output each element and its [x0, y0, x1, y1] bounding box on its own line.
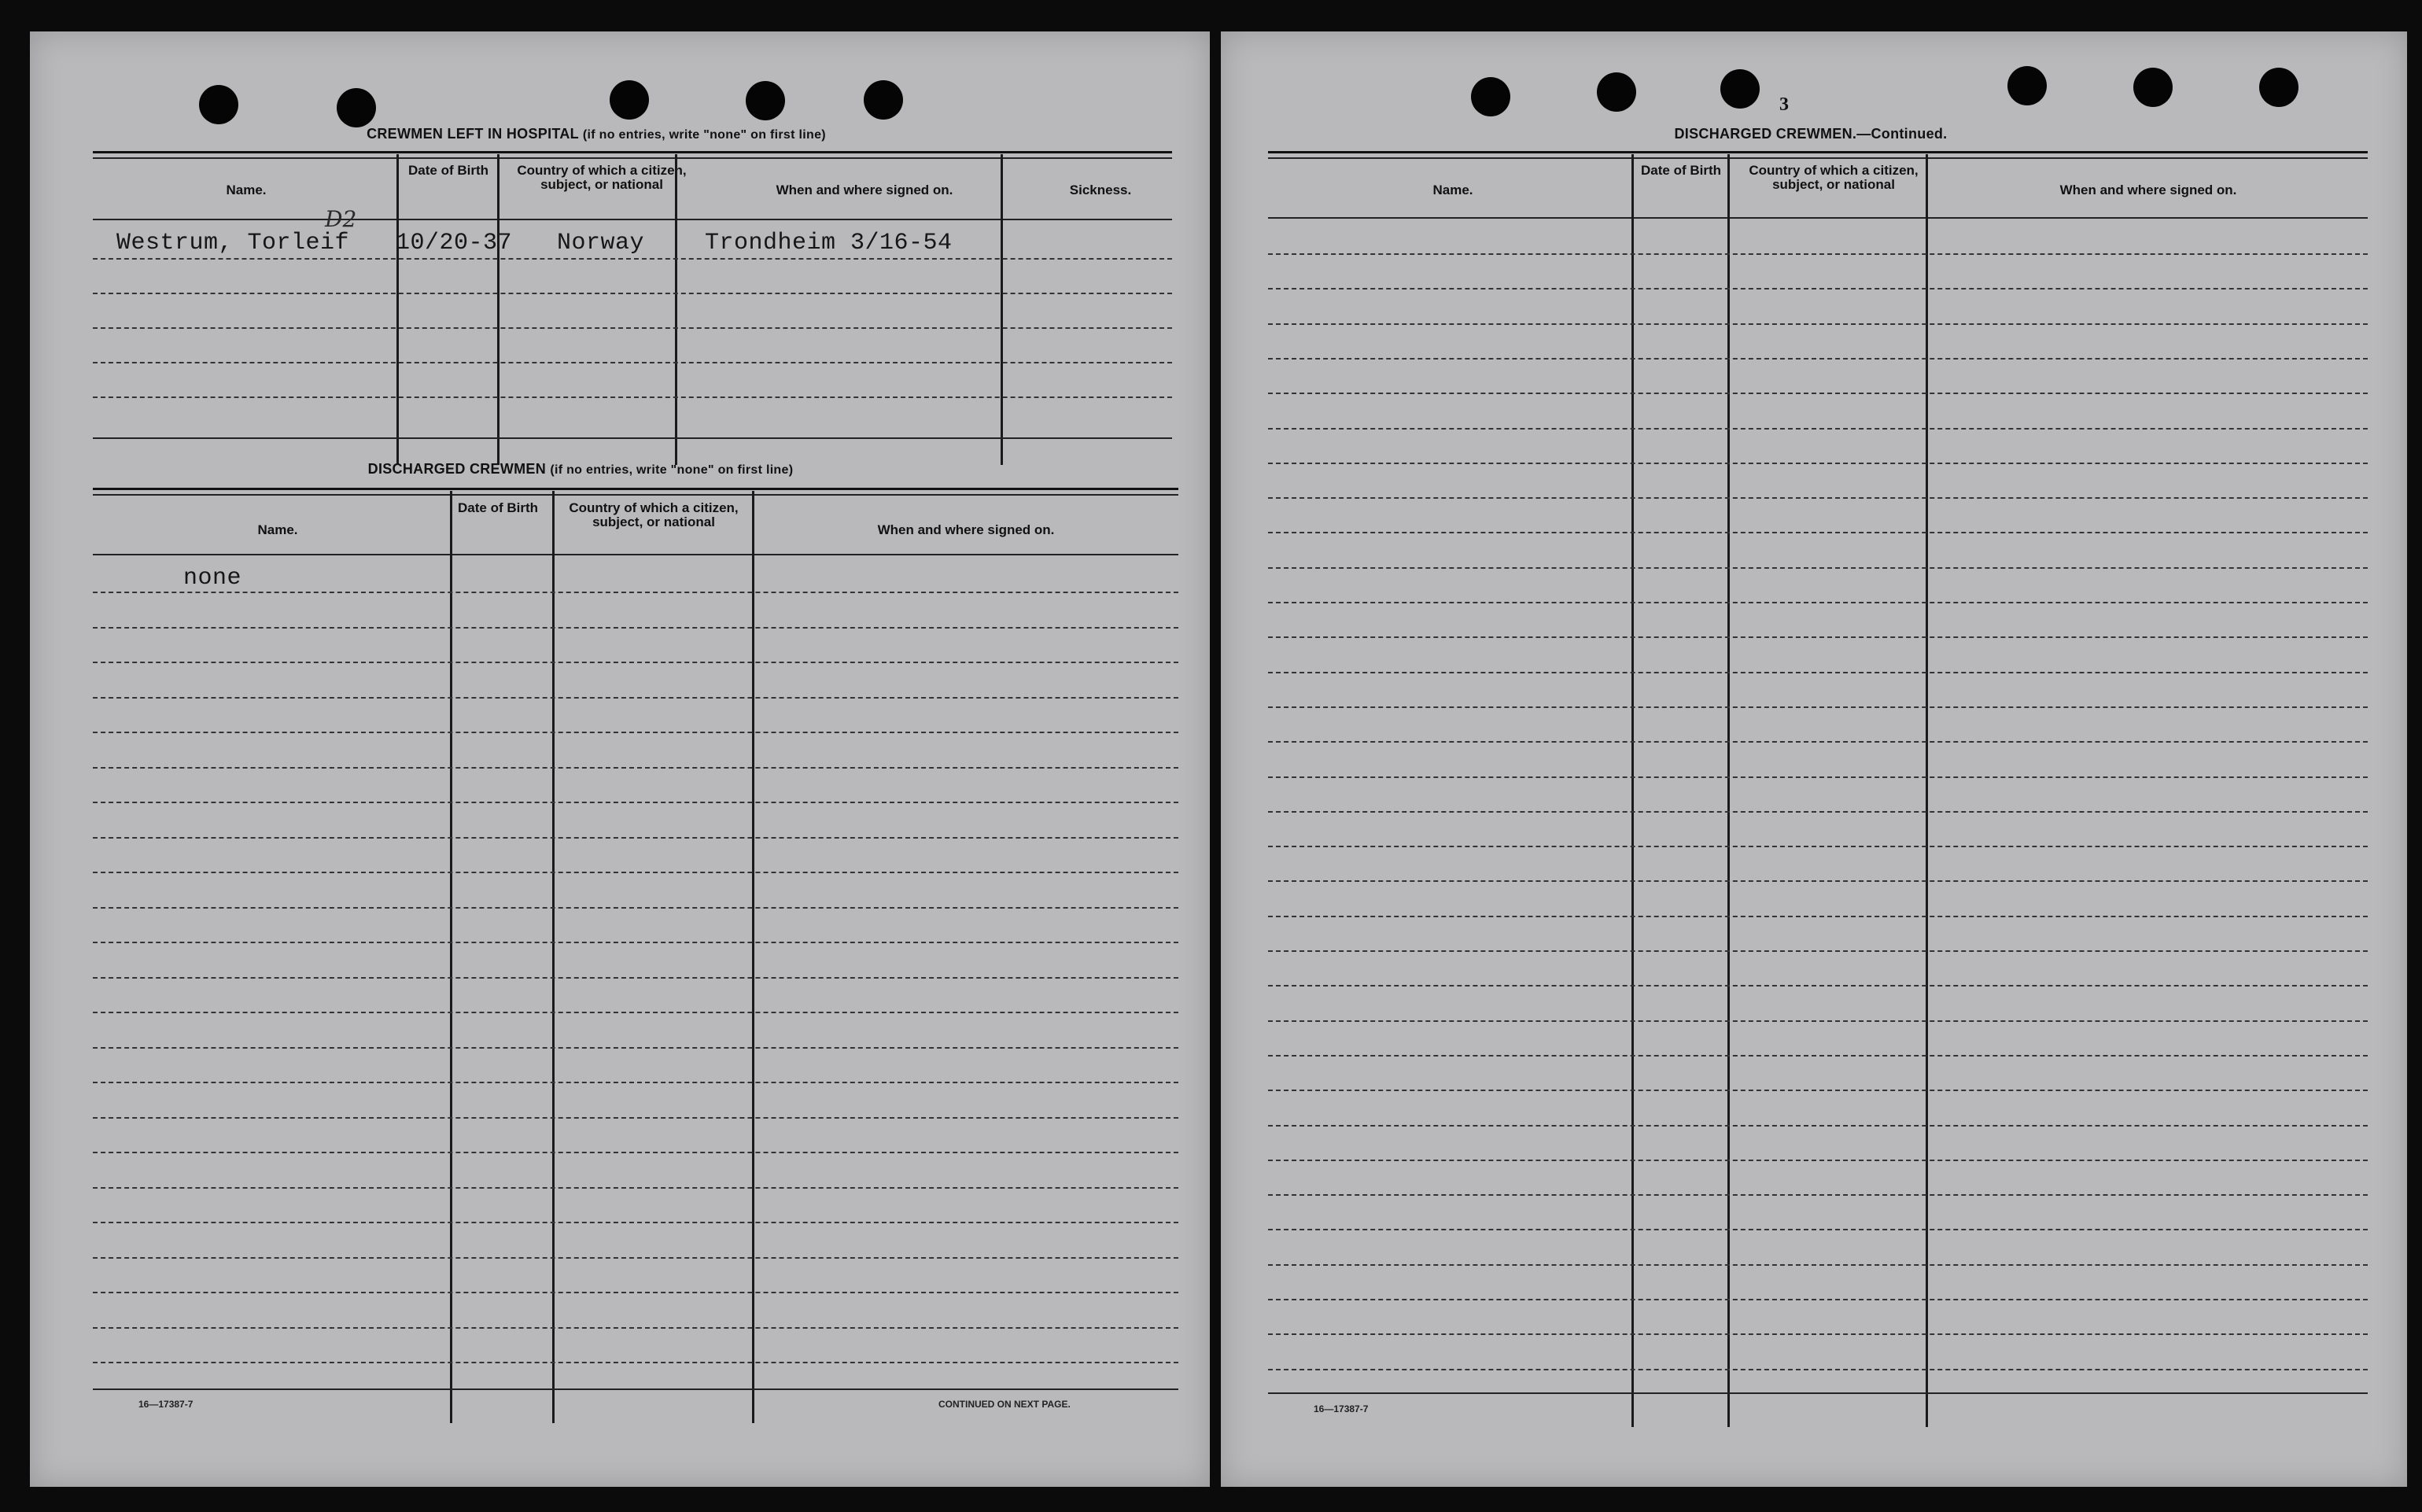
page-number: 3 — [1779, 94, 1789, 115]
ruled-line — [93, 1222, 1178, 1223]
ruled-line — [93, 907, 1178, 909]
right-col-name: Name. — [1432, 183, 1473, 197]
punch-hole — [746, 81, 785, 120]
ruled-line — [1268, 706, 2368, 708]
continued-note: CONTINUED ON NEXT PAGE. — [938, 1399, 1071, 1410]
punch-hole — [2259, 68, 2299, 107]
ruled-line — [1268, 741, 2368, 743]
hospital-entry-signed-on: Trondheim 3/16-54 — [705, 230, 953, 256]
ruled-line — [1268, 776, 2368, 778]
right-header-rule — [1268, 217, 2368, 219]
ruled-line — [93, 396, 1172, 398]
ruled-line — [93, 732, 1178, 733]
ruled-line — [93, 258, 1172, 260]
ruled-line — [93, 1012, 1178, 1013]
ruled-line — [1268, 323, 2368, 325]
discharged-divider — [450, 491, 452, 1423]
discharged-col-signed-on: When and where signed on. — [877, 522, 1055, 537]
punch-hole — [864, 80, 903, 120]
discharged-header-rule — [93, 554, 1178, 555]
ruled-line — [93, 592, 1178, 593]
discharged-col-dob: Date of Birth — [458, 500, 538, 515]
handwritten-annotation: D2 — [325, 206, 357, 232]
right-top-rule-2 — [1268, 157, 2368, 159]
ruled-line — [1268, 1194, 2368, 1196]
ruled-line — [93, 1292, 1178, 1293]
punch-hole — [2007, 66, 2047, 105]
hospital-top-rule — [93, 151, 1172, 153]
ruled-line — [1268, 950, 2368, 952]
discharged-col-country: Country of which a citizen, subject, or national — [569, 500, 739, 529]
right-section-title: DISCHARGED CREWMEN.—Continued. — [1674, 126, 1948, 142]
hospital-section-title — [203, 126, 990, 142]
ruled-line — [1268, 602, 2368, 603]
hospital-col-sickness: Sickness. — [1069, 183, 1132, 197]
discharged-top-rule — [93, 488, 1178, 490]
hospital-divider — [675, 154, 677, 465]
ruled-line — [1268, 463, 2368, 464]
hospital-divider — [396, 154, 399, 465]
hospital-divider — [497, 154, 500, 465]
hospital-col-name: Name. — [226, 183, 267, 197]
left-page — [30, 31, 1210, 1487]
ruled-line — [1268, 1020, 2368, 1022]
discharged-col-name: Name. — [257, 522, 298, 537]
ruled-line — [1268, 1125, 2368, 1127]
hospital-entry-name: Westrum, Torleif — [116, 230, 350, 256]
hospital-top-rule-2 — [93, 157, 1172, 159]
ruled-line — [93, 1152, 1178, 1153]
ruled-line — [93, 293, 1172, 294]
ruled-line — [93, 802, 1178, 803]
ruled-line — [1268, 532, 2368, 533]
hospital-col-country: Country of which a citizen, subject, or national — [517, 163, 687, 192]
ruled-line — [1268, 985, 2368, 986]
ruled-line — [1268, 811, 2368, 813]
discharged-bottom-rule — [93, 1388, 1178, 1390]
hospital-title-text: CREWMEN LEFT IN HOSPITAL — [367, 126, 579, 142]
right-top-rule — [1268, 151, 2368, 153]
discharged-entry-none: none — [183, 565, 242, 592]
punch-hole — [2133, 68, 2173, 107]
right-divider — [1727, 154, 1730, 1427]
punch-hole — [1471, 77, 1510, 116]
ruled-line — [93, 767, 1178, 769]
ruled-line — [93, 872, 1178, 873]
ruled-line — [93, 1257, 1178, 1259]
discharged-top-rule-2 — [93, 494, 1178, 496]
ruled-line — [1268, 1055, 2368, 1057]
hospital-entry-dob: 10/20-37 — [396, 230, 513, 256]
form-number: 16—17387-7 — [1314, 1403, 1369, 1414]
ruled-line — [1268, 846, 2368, 847]
ruled-line — [1268, 1160, 2368, 1161]
ruled-line — [1268, 497, 2368, 499]
right-bottom-rule — [1268, 1392, 2368, 1394]
ruled-line — [93, 697, 1178, 699]
discharged-title-note: (if no entries, write "none" on first line) — [550, 463, 794, 477]
right-col-signed-on: When and where signed on. — [2059, 183, 2237, 197]
hospital-col-signed-on: When and where signed on. — [776, 183, 953, 197]
punch-hole — [337, 88, 376, 127]
punch-hole — [1720, 69, 1760, 109]
ruled-line — [93, 1117, 1178, 1119]
ruled-line — [93, 977, 1178, 979]
ruled-line — [93, 1187, 1178, 1189]
ruled-line — [1268, 393, 2368, 394]
ruled-line — [1268, 253, 2368, 255]
right-col-country: Country of which a citizen, subject, or national — [1749, 163, 1919, 192]
ruled-line — [93, 327, 1172, 329]
ruled-line — [93, 362, 1172, 363]
right-page — [1221, 31, 2407, 1487]
discharged-section-title — [187, 461, 974, 478]
punch-hole — [1597, 72, 1636, 112]
ruled-line — [1268, 288, 2368, 289]
discharged-title-text: DISCHARGED CREWMEN — [367, 461, 547, 477]
ruled-line — [93, 1327, 1178, 1329]
ruled-line — [1268, 1369, 2368, 1370]
ruled-line — [1268, 1333, 2368, 1335]
punch-hole — [199, 85, 238, 124]
hospital-bottom-rule — [93, 437, 1172, 439]
ruled-line — [93, 662, 1178, 663]
punch-hole — [610, 80, 649, 120]
hospital-entry-country: Norway — [557, 230, 645, 256]
ruled-line — [1268, 428, 2368, 430]
ruled-line — [1268, 358, 2368, 360]
ruled-line — [1268, 567, 2368, 569]
right-col-dob: Date of Birth — [1641, 163, 1721, 178]
ruled-line — [93, 837, 1178, 839]
ruled-line — [93, 942, 1178, 943]
ruled-line — [1268, 1090, 2368, 1091]
discharged-divider — [752, 491, 754, 1423]
discharged-divider — [552, 491, 555, 1423]
right-divider — [1631, 154, 1634, 1427]
ruled-line — [1268, 916, 2368, 917]
hospital-title-note: (if no entries, write "none" on first line) — [582, 128, 826, 142]
form-number: 16—17387-7 — [138, 1399, 194, 1410]
ruled-line — [93, 627, 1178, 629]
hospital-divider — [1001, 154, 1003, 465]
ruled-line — [1268, 1229, 2368, 1230]
right-divider — [1926, 154, 1928, 1427]
hospital-col-dob: Date of Birth — [408, 163, 488, 178]
ruled-line — [93, 1082, 1178, 1083]
ruled-line — [93, 1047, 1178, 1049]
ruled-line — [1268, 636, 2368, 638]
hospital-header-rule — [93, 219, 1172, 220]
ruled-line — [1268, 672, 2368, 673]
ruled-line — [93, 1362, 1178, 1363]
ruled-line — [1268, 1299, 2368, 1300]
ruled-line — [1268, 1264, 2368, 1266]
ruled-line — [1268, 880, 2368, 882]
